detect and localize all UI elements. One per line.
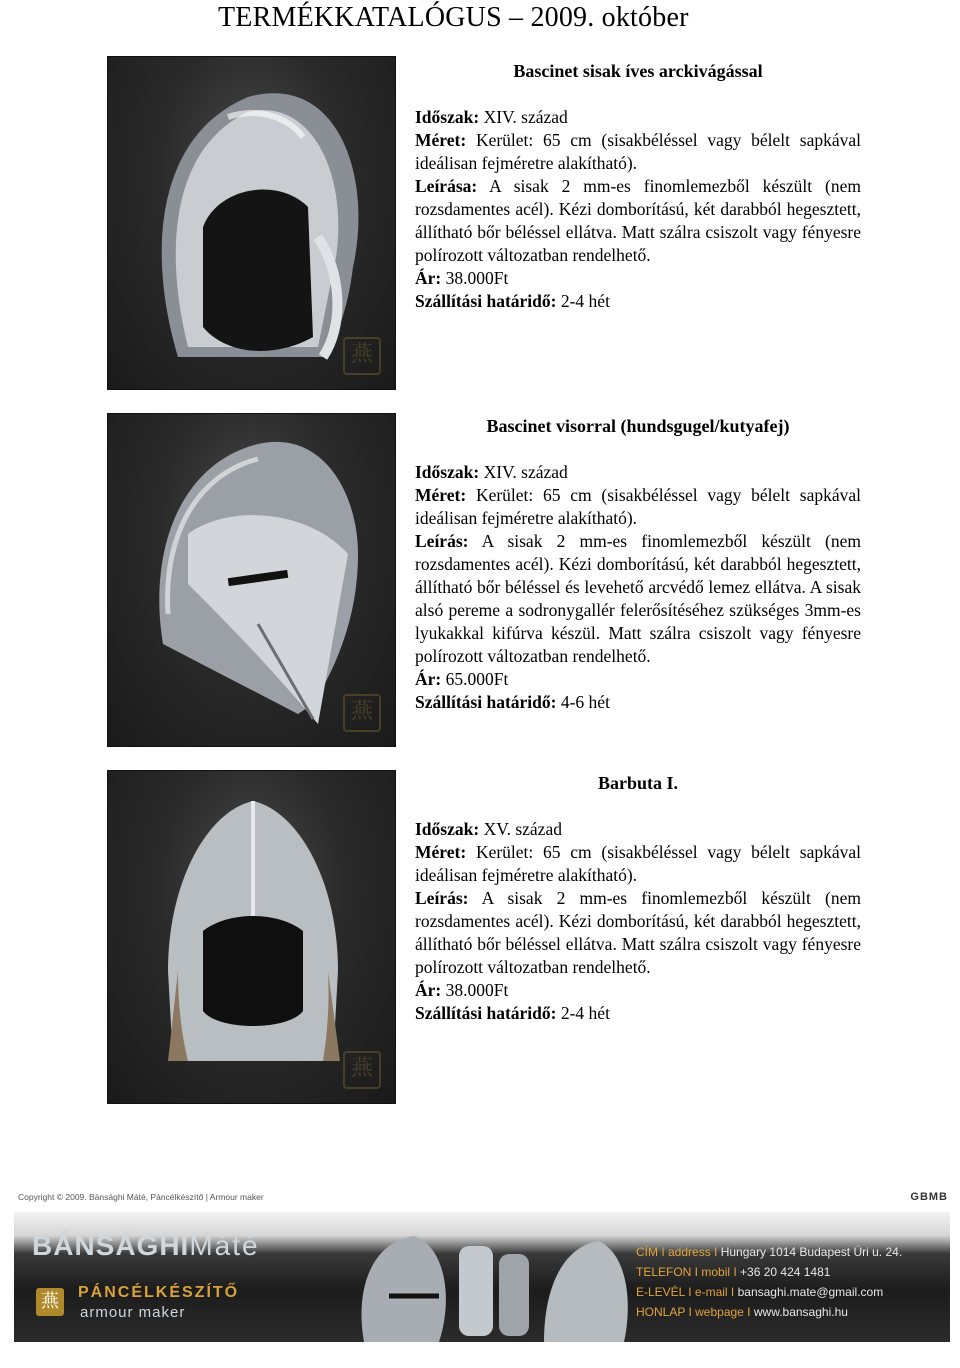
period-row: Időszak: XIV. század (415, 107, 568, 127)
product-image-barbuta (107, 770, 396, 1104)
product-image-hundsgugel (107, 413, 396, 747)
product-title: Barbuta I. (597, 773, 678, 793)
maker-seal-icon: 燕 (343, 337, 381, 375)
description-row: Leírása: A sisak 2 mm-es finomlemezből készült (nem rozsdamentes acél). Kézi domborítású, két darabból hegesztett, állítható bőr béléssel ellátva. Matt szálra csiszolt vagy fényesre polírozott változatban rendelhető. (415, 176, 861, 265)
size-row: Méret: Kerület: 65 cm (sisakbéléssel vagy bélelt sapkával ideálisan fejméretre alakítható). (415, 130, 862, 173)
period-row: Időszak: XV. század (415, 819, 562, 839)
contact-email: E-LEVÉL I e-mail I bansaghi.mate@gmail.com (636, 1285, 884, 1299)
brand-role-hu: PÁNCÉLKÉSZÍTŐ (78, 1284, 240, 1301)
delivery-row: Szállítási határidő: 2-4 hét (415, 291, 610, 311)
delivery-row: Szállítási határidő: 4-6 hét (415, 692, 610, 712)
maker-seal-icon: 燕 (343, 1051, 381, 1089)
product-block-2 (415, 415, 861, 714)
armour-collage-icon (344, 1226, 634, 1342)
brand-name: BÁNSÁGHIMáté (32, 1230, 260, 1261)
brand-role-en: armour maker (80, 1304, 186, 1321)
product-title: Bascinet sisak íves arckivágással (513, 61, 763, 81)
contact-phone: TELEFON I mobil I +36 20 424 1481 (636, 1265, 831, 1279)
description-row: Leírás: A sisak 2 mm-es finomlemezből készült (nem rozsdamentes acél). Kézi domborítású, két darabból hegesztett, állítható bőr béléssel és levehető arcvédő lemez ellátva. A sisak alsó pereme a sodronygallér felerősítéséhez szükséges 3mm-es lyukakkal kifúrva készül. Matt szálra csiszolt vagy fényesre polírozott változatban rendelhető. (415, 531, 861, 666)
maker-logo-small: GBMB (910, 1191, 948, 1203)
price-row: Ár: 38.000Ft (415, 268, 509, 288)
document-title: TERMÉKKATALÓGUS – 2009. október (218, 2, 689, 33)
price-row: Ár: 38.000Ft (415, 980, 509, 1000)
product-block-1 (415, 60, 861, 313)
product-title: Bascinet visorral (hundsgugel/kutyafej) (486, 416, 790, 436)
description-row: Leírás: A sisak 2 mm-es finomlemezből készült (nem rozsdamentes acél). Kézi domborítású, két darabból hegesztett, állítható bőr béléssel ellátva. Matt szálra csiszolt vagy fényesre polírozott változatban rendelhető. (415, 888, 861, 977)
contact-address: CÍM I address I Hungary 1014 Budapest Úri u. 24. (636, 1245, 903, 1259)
size-row: Méret: Kerület: 65 cm (sisakbéléssel vagy bélelt sapkával ideálisan fejméretre alakítható). (415, 842, 862, 885)
brand-seal-icon: 燕 (36, 1288, 64, 1316)
copyright-text: Copyright © 2009. Bánsághi Máté, Páncélkészítő | Armour maker (18, 1192, 264, 1202)
product-image-bascinet (107, 56, 396, 390)
price-row: Ár: 65.000Ft (415, 669, 509, 689)
period-row: Időszak: XIV. század (415, 462, 568, 482)
contact-website: HONLAP I webpage I www.bansaghi.hu (636, 1305, 848, 1319)
footer-banner (14, 1212, 950, 1342)
maker-seal-icon: 燕 (343, 694, 381, 732)
size-row: Méret: Kerület: 65 cm (sisakbéléssel vagy bélelt sapkával ideálisan fejméretre alakítható). (415, 485, 862, 528)
contact-block (636, 1242, 902, 1322)
delivery-row: Szállítási határidő: 2-4 hét (415, 1003, 610, 1023)
product-block-3 (415, 772, 861, 1025)
